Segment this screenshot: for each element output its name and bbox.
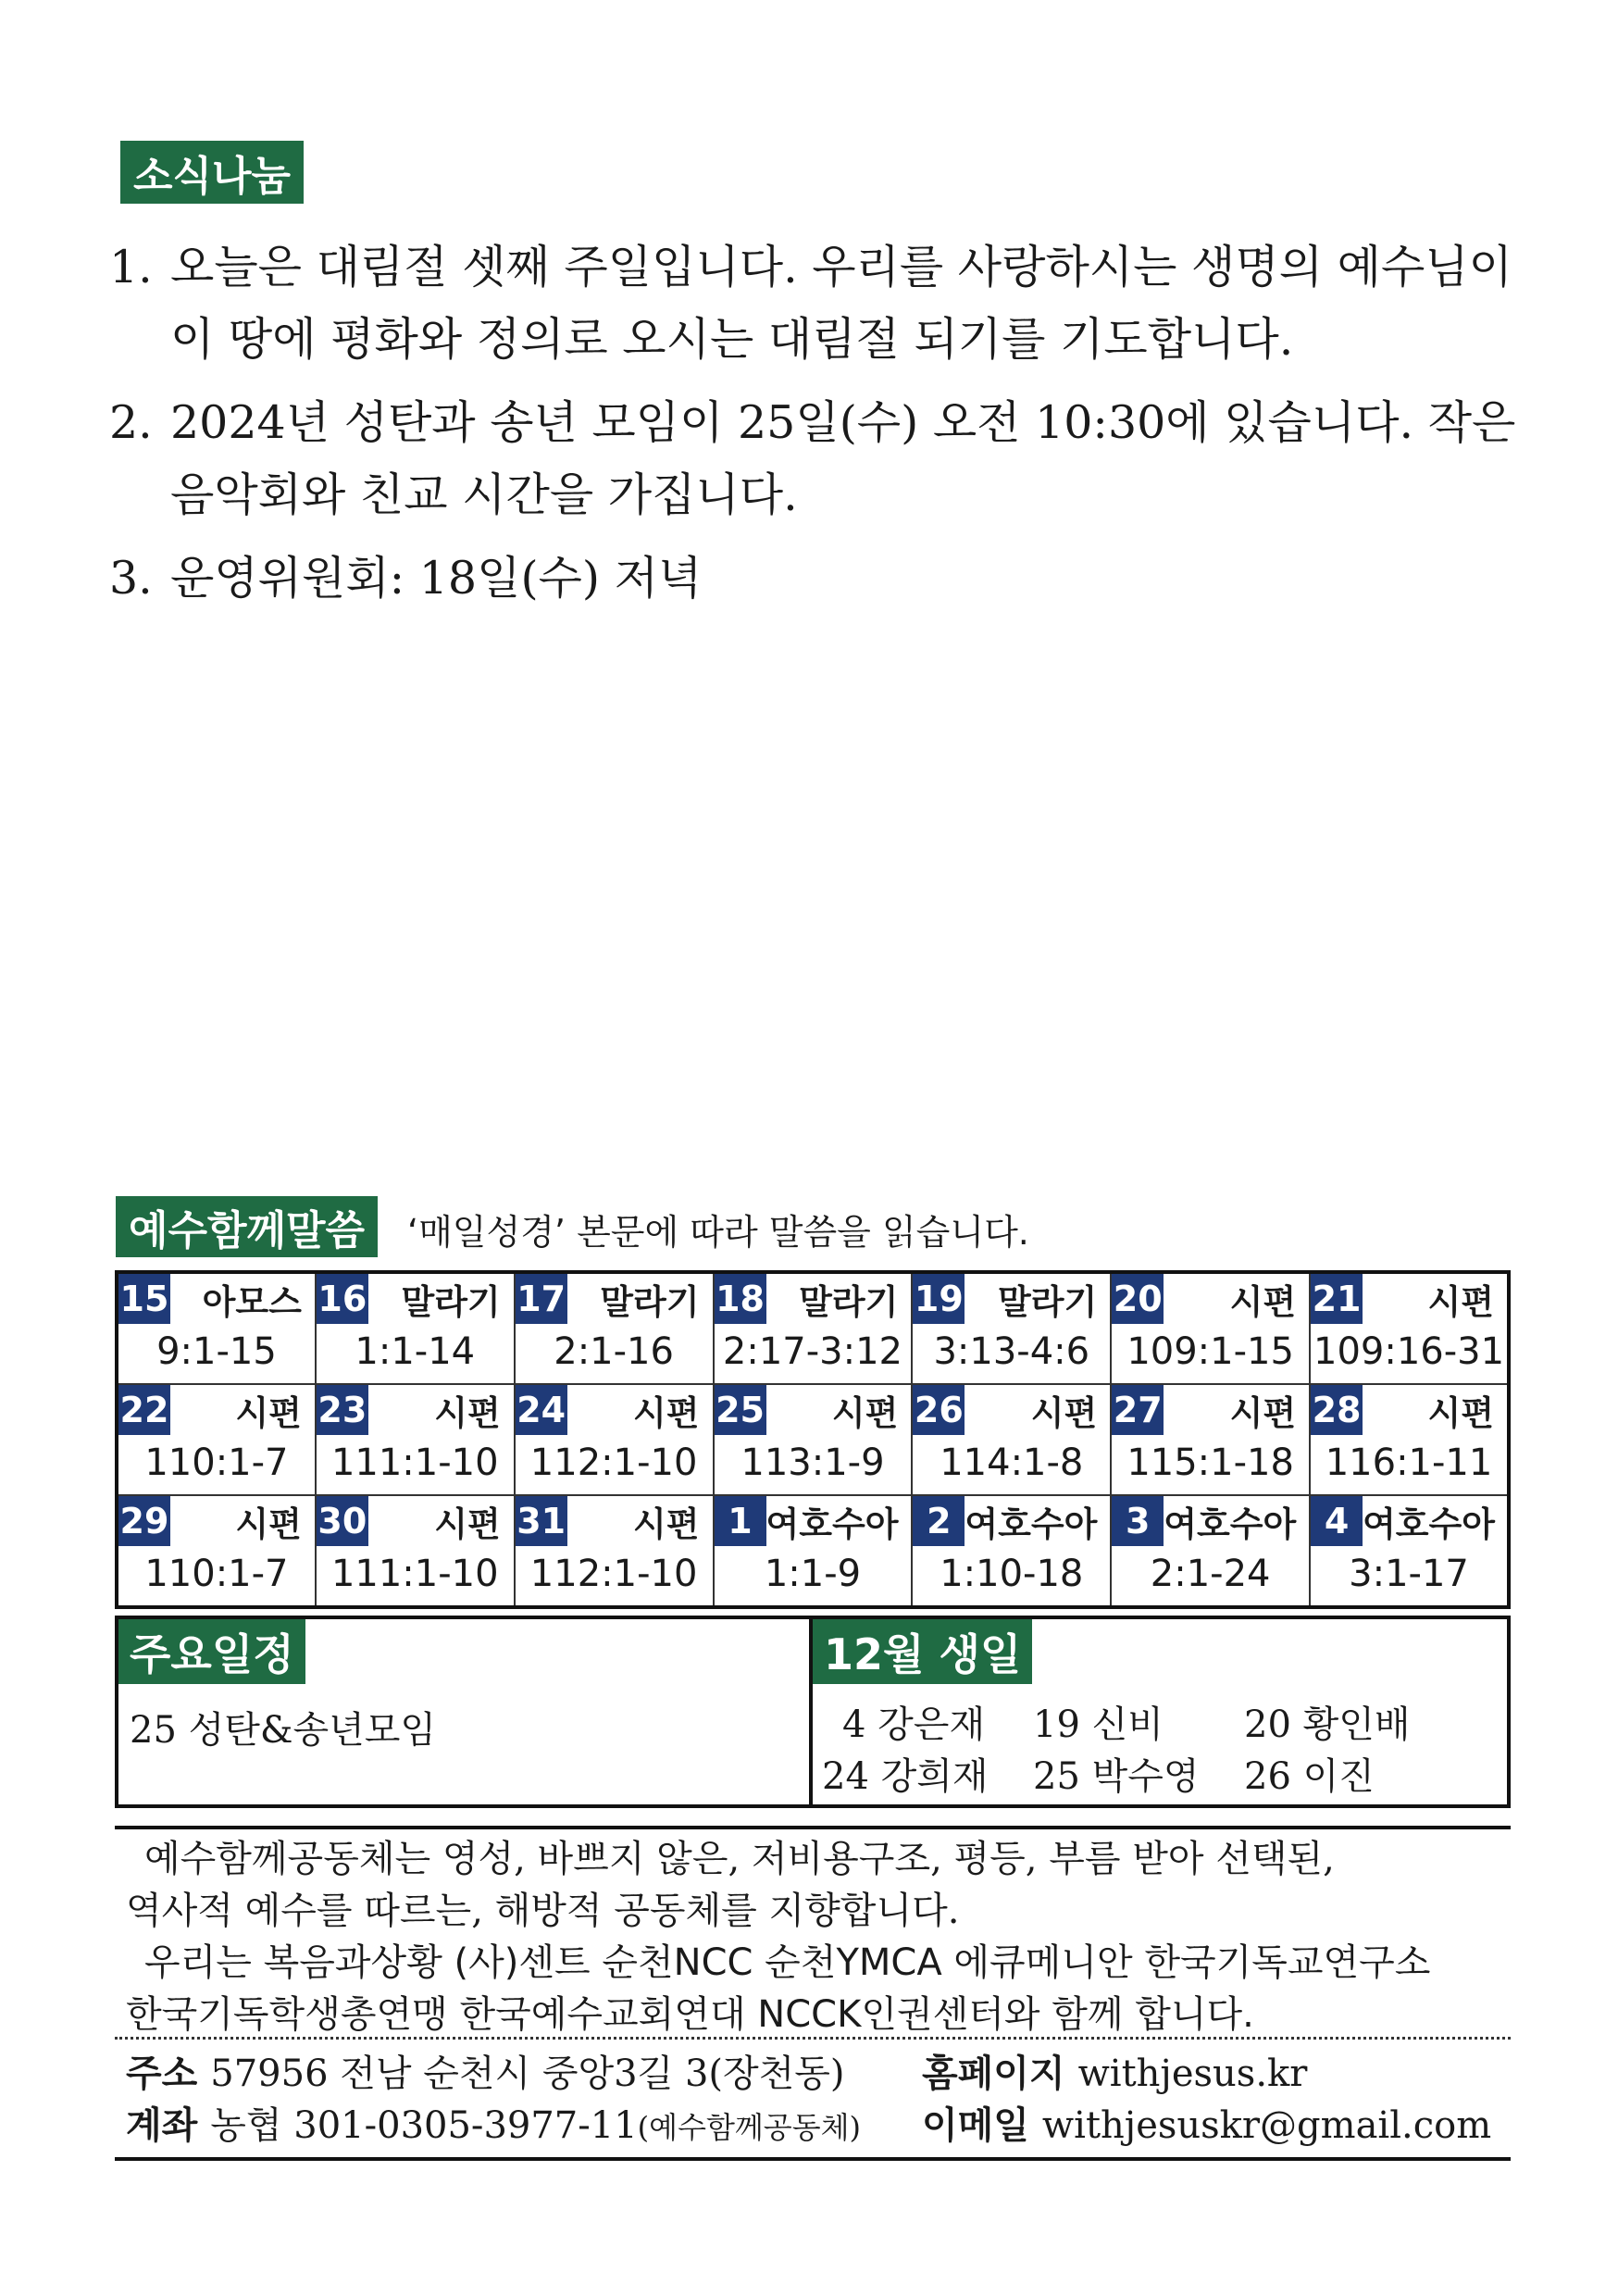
reading-verse: 1:1-14	[355, 1330, 476, 1373]
reading-verse: 112:1-10	[529, 1441, 698, 1484]
reading-day: 20	[1112, 1274, 1164, 1324]
birthday-title: 12월 생일	[813, 1619, 1032, 1684]
reading-schedule-table	[115, 1270, 1511, 1609]
schedule-item: 25 성탄&송년모임	[130, 1709, 437, 1752]
reading-cell	[117, 1272, 316, 1384]
reading-cell	[1111, 1384, 1310, 1495]
reading-cell	[912, 1384, 1111, 1495]
contact-row	[126, 2048, 1491, 2100]
email-link[interactable]: withjesuskr@gmail.com	[1041, 2104, 1492, 2147]
reading-verse: 110:1-7	[144, 1553, 289, 1595]
reading-book: 시편	[1427, 1282, 1494, 1322]
reading-cell	[1111, 1272, 1310, 1384]
reading-verse: 1:10-18	[940, 1553, 1084, 1595]
reading-book: 말라기	[799, 1282, 899, 1322]
reading-verse: 3:1-17	[1349, 1553, 1469, 1595]
birthday-row	[822, 1699, 1455, 1751]
footer-dotted-divider	[115, 2037, 1511, 2040]
reading-verse: 112:1-10	[529, 1553, 698, 1595]
account-label: 계좌	[126, 2104, 198, 2147]
reading-verse: 113:1-9	[741, 1441, 885, 1484]
reading-cell	[912, 1495, 1111, 1607]
birthday-entry: 24 강희재	[822, 1755, 989, 1798]
reading-day: 25	[715, 1385, 766, 1435]
reading-book: 시편	[235, 1393, 302, 1433]
birthday-entry: 20 황인배	[1244, 1703, 1411, 1746]
reading-book: 말라기	[997, 1282, 1098, 1322]
birthday-entry: 25 박수영	[1033, 1755, 1200, 1798]
reading-day: 16	[317, 1274, 368, 1324]
news-item-text: 운영위원회: 18일(수) 저녁	[170, 552, 703, 605]
contact-info	[126, 2048, 1491, 2153]
community-statement	[126, 1833, 1505, 2040]
reading-day: 31	[516, 1496, 567, 1546]
reading-book: 여호수아	[1164, 1504, 1297, 1544]
account-value: 농협 301-0305-3977-11	[210, 2104, 638, 2147]
reading-cell	[515, 1384, 714, 1495]
birthday-box	[809, 1616, 1511, 1808]
schedule-box	[115, 1616, 813, 1808]
reading-verse: 115:1-18	[1126, 1441, 1294, 1484]
reading-cell	[1310, 1384, 1509, 1495]
footer-bottom-divider	[115, 2157, 1511, 2161]
reading-verse: 111:1-10	[330, 1441, 499, 1484]
reading-day: 29	[118, 1496, 170, 1546]
reading-cell	[316, 1384, 515, 1495]
reading-book: 여호수아	[1363, 1504, 1496, 1544]
birthday-entry: 26 이진	[1244, 1755, 1375, 1798]
birthday-list	[822, 1699, 1455, 1803]
reading-verse: 110:1-7	[144, 1441, 289, 1484]
news-item-number: 1.	[109, 241, 153, 293]
reading-cell	[1111, 1495, 1310, 1607]
reading-day: 1	[715, 1496, 766, 1546]
homepage-label: 홈페이지	[922, 2053, 1065, 2095]
reading-cell	[117, 1495, 316, 1607]
reading-cell	[714, 1272, 913, 1384]
reading-book: 말라기	[600, 1282, 700, 1322]
reading-cell	[117, 1384, 316, 1495]
reading-day: 26	[913, 1385, 965, 1435]
address-value: 57956 전남 순천시 중앙3길 3(장천동)	[210, 2053, 845, 2095]
partners-line: 우리는 복음과상황 (사)센트 순천NCC 순천YMCA 에큐메니안 한국기독교연구소	[144, 1941, 1431, 1984]
reading-verse: 2:1-16	[554, 1330, 674, 1373]
reading-day: 17	[516, 1274, 567, 1324]
account-holder: (예수함께공동체)	[637, 2110, 862, 2145]
email-label: 이메일	[922, 2104, 1029, 2147]
reading-day: 2	[913, 1496, 965, 1546]
reading-book: 시편	[1229, 1393, 1297, 1433]
reading-verse: 116:1-11	[1325, 1441, 1493, 1484]
reading-day: 19	[913, 1274, 965, 1324]
reading-book: 시편	[633, 1504, 700, 1544]
news-item-number: 2.	[109, 396, 153, 449]
reading-row	[117, 1384, 1509, 1495]
reading-day: 4	[1311, 1496, 1363, 1546]
reading-day: 30	[317, 1496, 368, 1546]
reading-book: 말라기	[401, 1282, 501, 1322]
news-item-number: 3.	[109, 552, 153, 605]
news-item-text: 오늘은 대림절 셋째 주일입니다. 우리를 사랑하시는 생명의 예수님이 이 땅에 평화와 정의로 오시는 대림절 되기를 기도합니다.	[170, 241, 1512, 366]
reading-book: 시편	[434, 1504, 501, 1544]
news-item	[109, 543, 1516, 615]
statement-line: 역사적 예수를 따르는, 해방적 공동체를 지향합니다.	[126, 1890, 960, 1932]
footer-top-divider	[115, 1826, 1511, 1829]
reading-cell	[316, 1272, 515, 1384]
reading-book: 시편	[434, 1393, 501, 1433]
reading-verse: 1:1-9	[764, 1553, 862, 1595]
reading-verse: 2:17-3:12	[722, 1330, 902, 1373]
birthday-entry: 4 강은재	[842, 1703, 986, 1746]
reading-day: 3	[1112, 1496, 1164, 1546]
schedule-title: 주요일정	[118, 1619, 305, 1684]
reading-day: 23	[317, 1385, 368, 1435]
reading-cell	[912, 1272, 1111, 1384]
address-label: 주소	[126, 2053, 198, 2095]
contact-row	[126, 2100, 1491, 2153]
reading-cell	[1310, 1272, 1509, 1384]
reading-verse: 109:1-15	[1126, 1330, 1294, 1373]
reading-cell	[714, 1384, 913, 1495]
news-item-text: 2024년 성탄과 송년 모임이 25일(수) 오전 10:30에 있습니다. 작은 음악회와 친교 시간을 가집니다.	[170, 396, 1516, 521]
bible-section-title: 예수함께말씀	[116, 1196, 378, 1257]
reading-cell	[714, 1495, 913, 1607]
reading-book: 시편	[1229, 1282, 1297, 1322]
reading-cell	[1310, 1495, 1509, 1607]
homepage-link[interactable]: withjesus.kr	[1077, 2053, 1308, 2095]
bible-description: ‘매일성경’ 본문에 따라 말씀을 읽습니다.	[407, 1212, 1029, 1253]
reading-book: 시편	[1427, 1393, 1494, 1433]
reading-day: 21	[1311, 1274, 1363, 1324]
news-item	[109, 387, 1516, 531]
reading-day: 28	[1311, 1385, 1363, 1435]
reading-verse: 111:1-10	[330, 1553, 499, 1595]
reading-book: 시편	[831, 1393, 899, 1433]
news-item	[109, 231, 1516, 376]
reading-book: 시편	[235, 1504, 302, 1544]
reading-book: 시편	[1030, 1393, 1098, 1433]
reading-day: 15	[118, 1274, 170, 1324]
reading-verse: 9:1-15	[156, 1330, 277, 1373]
birthday-entry: 19 신비	[1033, 1703, 1164, 1746]
birthday-row	[822, 1751, 1455, 1803]
reading-verse: 3:13-4:6	[933, 1330, 1090, 1373]
reading-cell	[515, 1272, 714, 1384]
partners-line: 한국기독학생총연맹 한국예수교회연대 NCCK인권센터와 함께 합니다.	[126, 1993, 1254, 2036]
reading-book: 여호수아	[765, 1504, 899, 1544]
reading-cell	[316, 1495, 515, 1607]
news-list	[109, 231, 1516, 626]
reading-day: 24	[516, 1385, 567, 1435]
reading-day: 22	[118, 1385, 170, 1435]
reading-verse: 109:16-31	[1313, 1330, 1505, 1373]
reading-verse: 2:1-24	[1150, 1553, 1271, 1595]
reading-row	[117, 1272, 1509, 1384]
reading-cell	[515, 1495, 714, 1607]
reading-verse: 114:1-8	[940, 1441, 1084, 1484]
reading-book: 여호수아	[965, 1504, 1098, 1544]
reading-book: 시편	[633, 1393, 700, 1433]
reading-day: 18	[715, 1274, 766, 1324]
reading-row	[117, 1495, 1509, 1607]
statement-line: 예수함께공동체는 영성, 바쁘지 않은, 저비용구조, 평등, 부름 받아 선택된,	[144, 1838, 1335, 1880]
news-section-title: 소식나눔	[120, 141, 304, 204]
reading-book: 아모스	[202, 1282, 302, 1322]
reading-day: 27	[1112, 1385, 1164, 1435]
